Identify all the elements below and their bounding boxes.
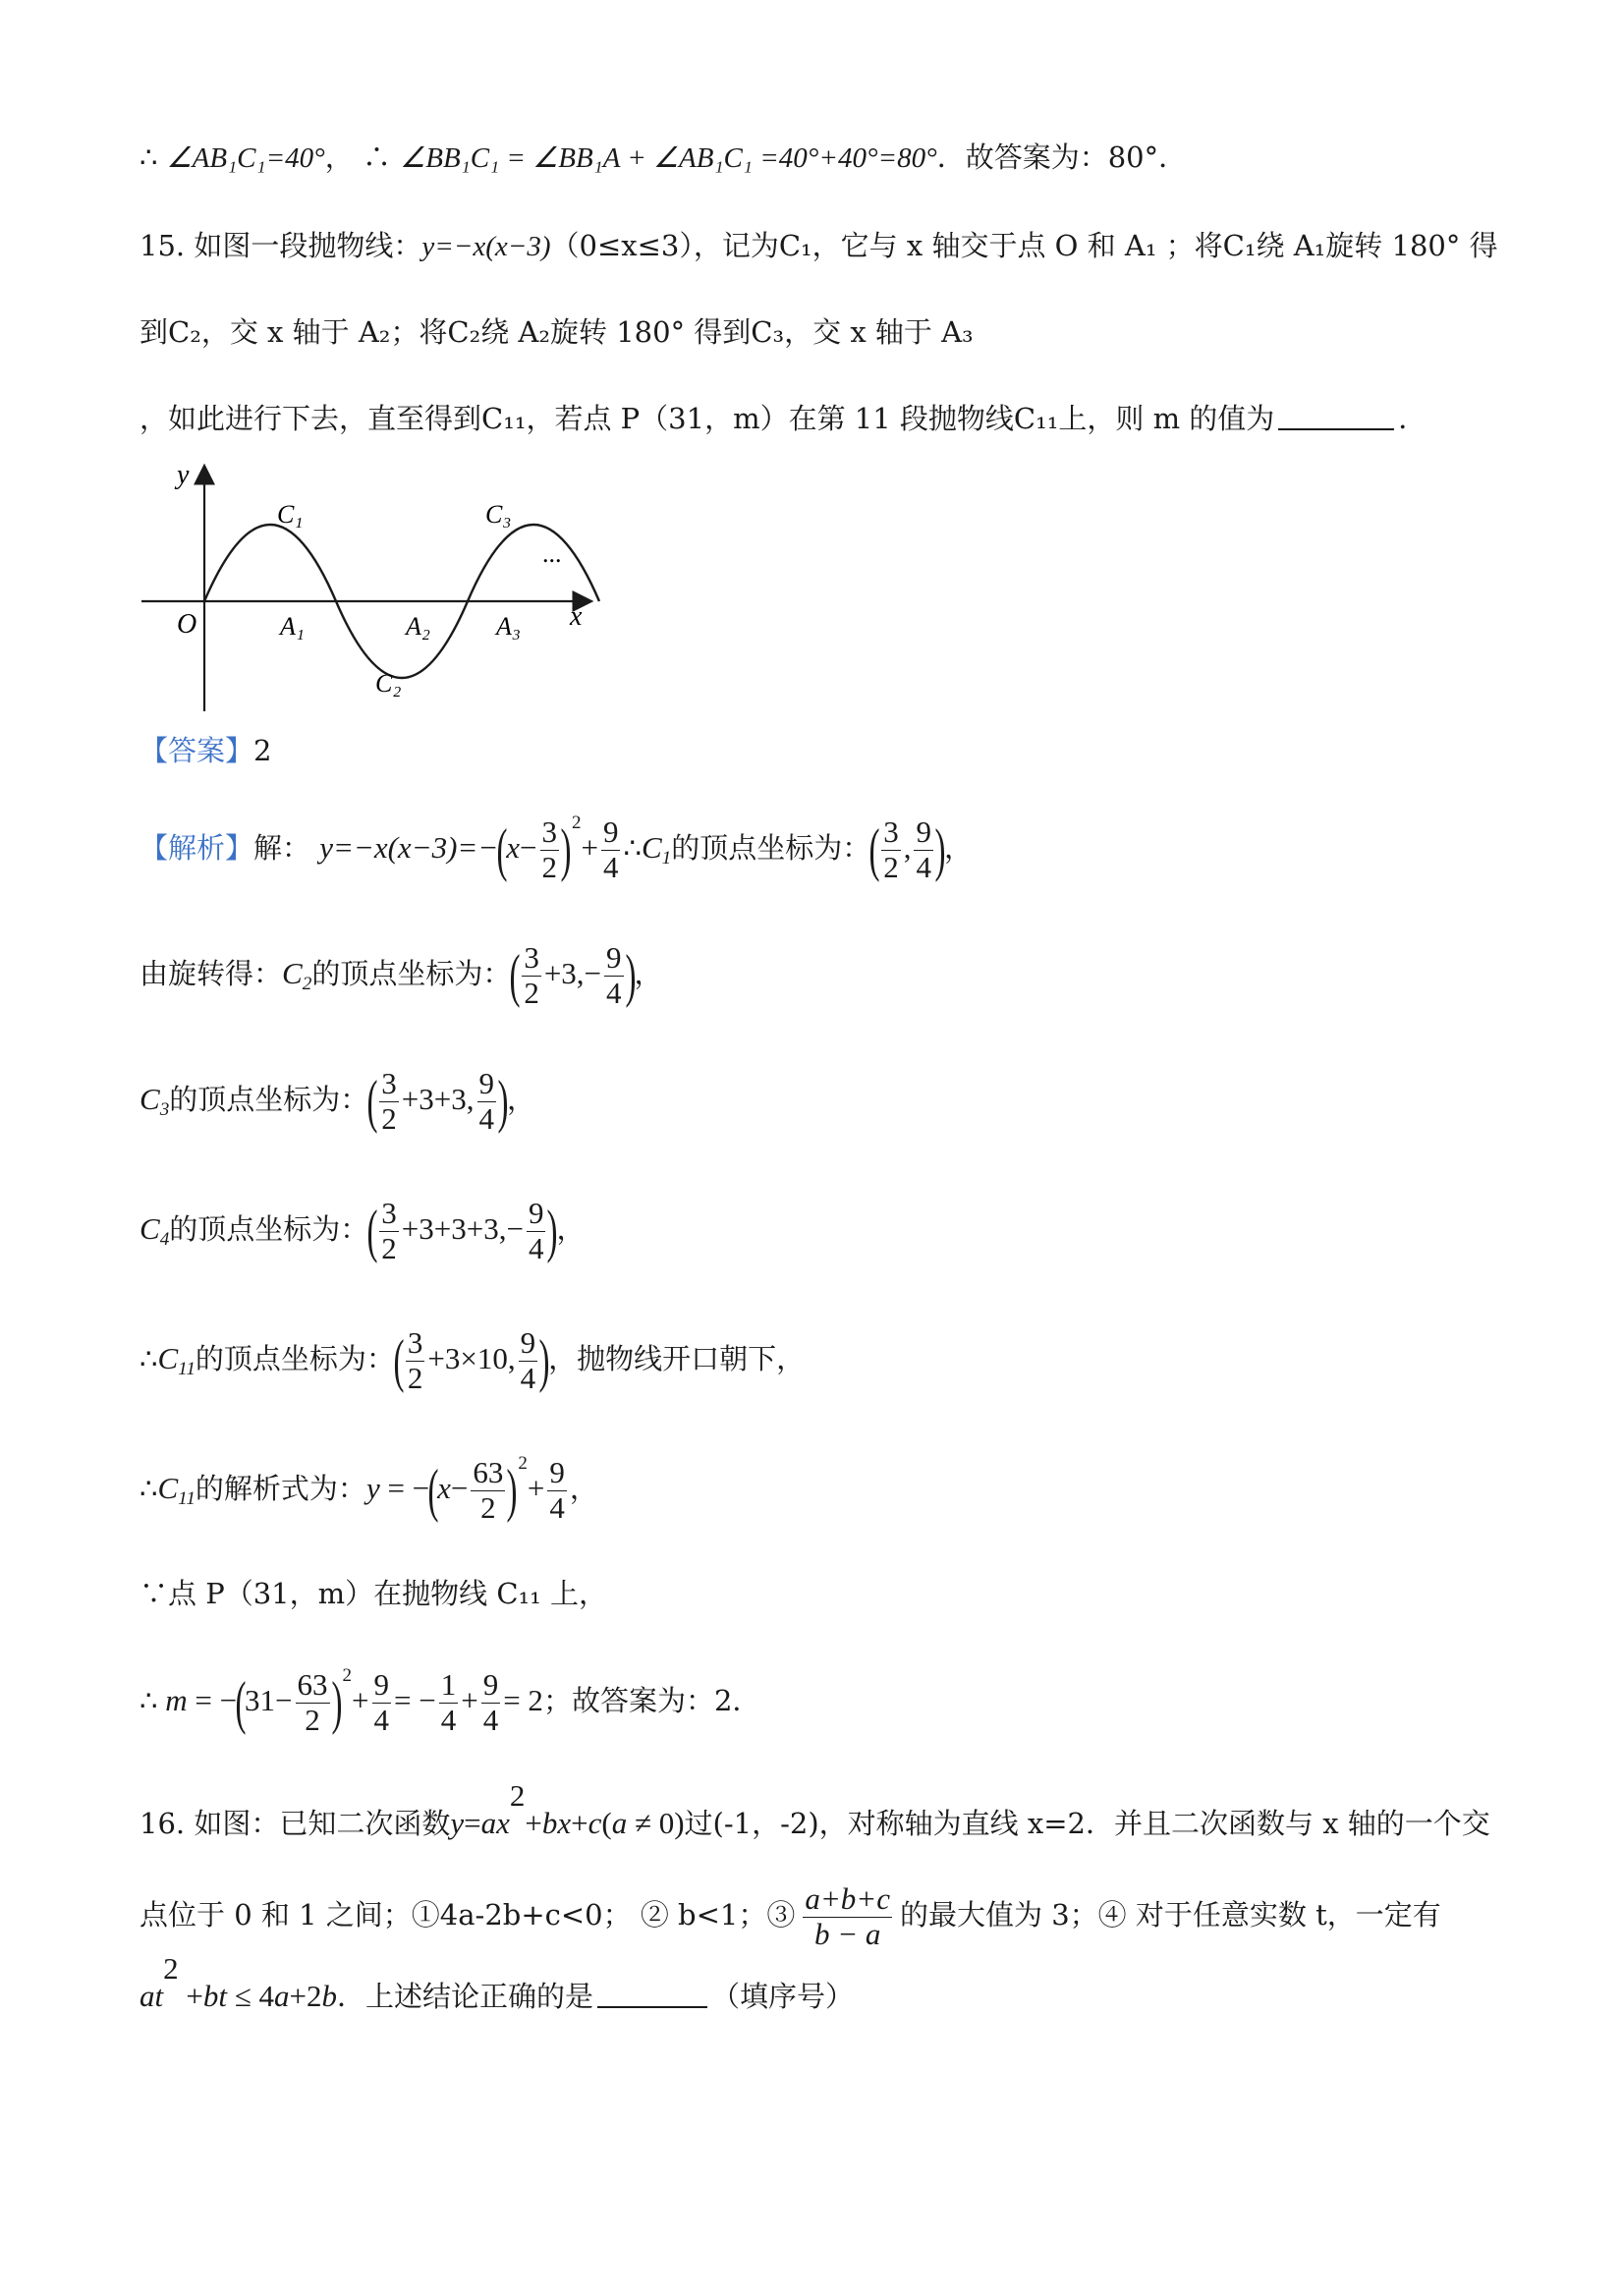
q16-number: 16. bbox=[140, 1806, 186, 1840]
analysis-l5-c: 的顶点坐标为： bbox=[195, 1342, 395, 1376]
analysis-line-6: $\therefore C_{11}$的解析式为：y = −(x− $\frac{63}{2}$ )$^2$+ $\frac{9}{4}$ ， bbox=[140, 1453, 598, 1525]
analysis-l5-d: ，抛物线开口朝下， bbox=[548, 1342, 806, 1376]
frac-9-4: $\frac{9}{4}$ bbox=[602, 814, 619, 884]
analysis-line-1: 【解析】解： y=−x(x−3)=−(x− $\frac{3}{2}$ )$^2$+ $\frac{9}{4}$ $\therefore C_1$的顶点坐标为：( $\frac{3}{2}$ , $\frac{9}{4}$ )， bbox=[140, 812, 973, 884]
analysis-l1-c: 的顶点坐标为： bbox=[671, 831, 871, 866]
line-1 bbox=[140, 140, 1188, 174]
q16-line-3: $at^2 +bt \le 4a+2b$．上述结论正确的是 （填序号） bbox=[140, 1951, 855, 2013]
line-1-sep: ， bbox=[324, 140, 354, 174]
q15-answer-blank bbox=[1278, 427, 1394, 430]
q16-text-1b: 过(-1，-2)，对称轴为直线 x=2．并且二次函数与 x 轴的一个交 bbox=[684, 1806, 1490, 1840]
line-1-angle-1: ∠AB₁C₁=40° bbox=[166, 142, 325, 174]
analysis-l7: ∵点 P（31，m）在抛物线 C₁₁ 上， bbox=[140, 1577, 608, 1610]
analysis-line-2: 由旋转得：$C_2$的顶点坐标为：( $\frac{3}{2}$ +3,− $\frac{9}{4}$ )， bbox=[140, 940, 663, 1010]
line-1-therefore-2: ∴ bbox=[363, 140, 392, 174]
q15-text-2: 到C₂，交 x 轴于 A₂；将C₂绕 A₂旋转 180° 得到C₃，交 x 轴于 A₃ bbox=[140, 315, 974, 349]
q15-text-3b: ． bbox=[1398, 402, 1427, 435]
x-axis-label: x bbox=[570, 601, 583, 632]
q15-line-2 bbox=[140, 315, 974, 349]
line-1-angle-2: ∠BB₁C₁ = ∠BB₁A + ∠AB₁C₁ =40°+40°=80° bbox=[400, 142, 937, 174]
q15-line-1 bbox=[140, 229, 1498, 262]
q16-answer-blank bbox=[597, 2005, 707, 2008]
q15-text-3a: ，如此进行下去，直至得到C₁₁，若点 P（31，m）在第 11 段抛物线C₁₁上，则 m 的值为 bbox=[140, 402, 1275, 435]
q15-domain: （0≤x≤3） bbox=[550, 229, 694, 262]
answer-value: 2 bbox=[253, 734, 272, 767]
line-1-therefore: ∴ bbox=[140, 140, 158, 174]
analysis-line-4: $C_4$的顶点坐标为：( $\frac{3}{2}$ +3+3+3,− $\frac{9}{4}$ )， bbox=[140, 1196, 586, 1265]
c3-label: C₃ bbox=[485, 500, 512, 529]
analysis-l8-end: ；故答案为：2． bbox=[542, 1684, 761, 1718]
curve-c2 bbox=[336, 601, 468, 678]
analysis-l1-a: 解： bbox=[253, 831, 311, 866]
analysis-line-7 bbox=[140, 1577, 608, 1610]
analysis-line-5: $\therefore C_{11}$的顶点坐标为：( $\frac{3}{2}$ +3×10, $\frac{9}{4}$ )，抛物线开口朝下， bbox=[140, 1325, 806, 1395]
c1-label: C₁ bbox=[277, 500, 304, 529]
curve-c3 bbox=[468, 525, 599, 601]
analysis-line-8: ∴ m = −(31− $\frac{63}{2}$ )$^2$+ $\frac{9}{4}$ = − $\frac{1}{4}$ + $\frac{9}{4}$ = 2；故答案为：2． bbox=[140, 1665, 761, 1737]
frac-abc-ba: $\frac{a+b+c}{b - a}$ bbox=[805, 1881, 890, 1951]
a2-label: A₂ bbox=[406, 612, 430, 641]
analysis-l2-a: 由旋转得： bbox=[140, 957, 283, 991]
analysis-l4-c: 的顶点坐标为： bbox=[169, 1212, 369, 1247]
answer-line bbox=[140, 734, 272, 767]
q15-text-1a: 如图一段抛物线： bbox=[194, 229, 422, 262]
q16-text-1a: 如图：已知二次函数 bbox=[194, 1806, 451, 1840]
analysis-tag: 【解析】 bbox=[140, 831, 254, 866]
analysis-l1-eq: y=−x(x−3)=− bbox=[319, 830, 499, 866]
q16-line-2 bbox=[140, 1882, 1441, 1951]
analysis-l2-c: 的顶点坐标为： bbox=[311, 957, 512, 991]
answer-tag: 【答案】 bbox=[140, 734, 254, 767]
curve-c1 bbox=[204, 525, 336, 601]
q16-text-3b: ．上述结论正确的是 bbox=[336, 1979, 593, 2013]
q15-parabola-figure bbox=[138, 460, 609, 717]
q16-text-2a: 点位于 0 和 1 之间；①4a-2b+c<0； ② b<1；③ bbox=[140, 1898, 796, 1932]
q15-text-1b: ，记为C₁，它与 x 轴交于点 O 和 A₁ ；将C₁绕 A₁旋转 180° 得 bbox=[693, 229, 1498, 262]
q15-formula: y=−x(x−3) bbox=[421, 231, 551, 262]
analysis-l3-c: 的顶点坐标为： bbox=[169, 1083, 369, 1117]
ellipsis: ... bbox=[542, 539, 562, 568]
y-axis-label: y bbox=[177, 460, 190, 490]
frac-3-2: $\frac{3}{2}$ bbox=[541, 814, 558, 884]
origin-label: O bbox=[177, 609, 197, 640]
q16-text-2b: 的最大值为 3；④ 对于任意实数 t，一定有 bbox=[899, 1898, 1441, 1932]
q16-text-3c: （填序号） bbox=[711, 1979, 855, 2013]
a3-label: A₃ bbox=[496, 612, 521, 641]
a1-label: A₁ bbox=[280, 612, 305, 641]
q15-line-3 bbox=[140, 402, 1427, 435]
analysis-l6-c: 的解析式为： bbox=[195, 1472, 366, 1506]
q16-line-1: 16. 如图：已知二次函数$y=ax^2+bx+c(a \ne 0)$过(-1，-2)，对称轴为直线 x=2．并且二次函数与 x 轴的一个交 bbox=[140, 1778, 1490, 1840]
line-1-answer: ．故答案为：80°． bbox=[936, 140, 1188, 174]
analysis-l1-b: ∴ bbox=[623, 831, 642, 866]
analysis-line-3: $C_3$的顶点坐标为：( $\frac{3}{2}$ +3+3, $\frac{9}{4}$ )， bbox=[140, 1066, 536, 1136]
q15-number: 15. bbox=[140, 229, 186, 262]
c2-label: C₂ bbox=[375, 669, 402, 698]
